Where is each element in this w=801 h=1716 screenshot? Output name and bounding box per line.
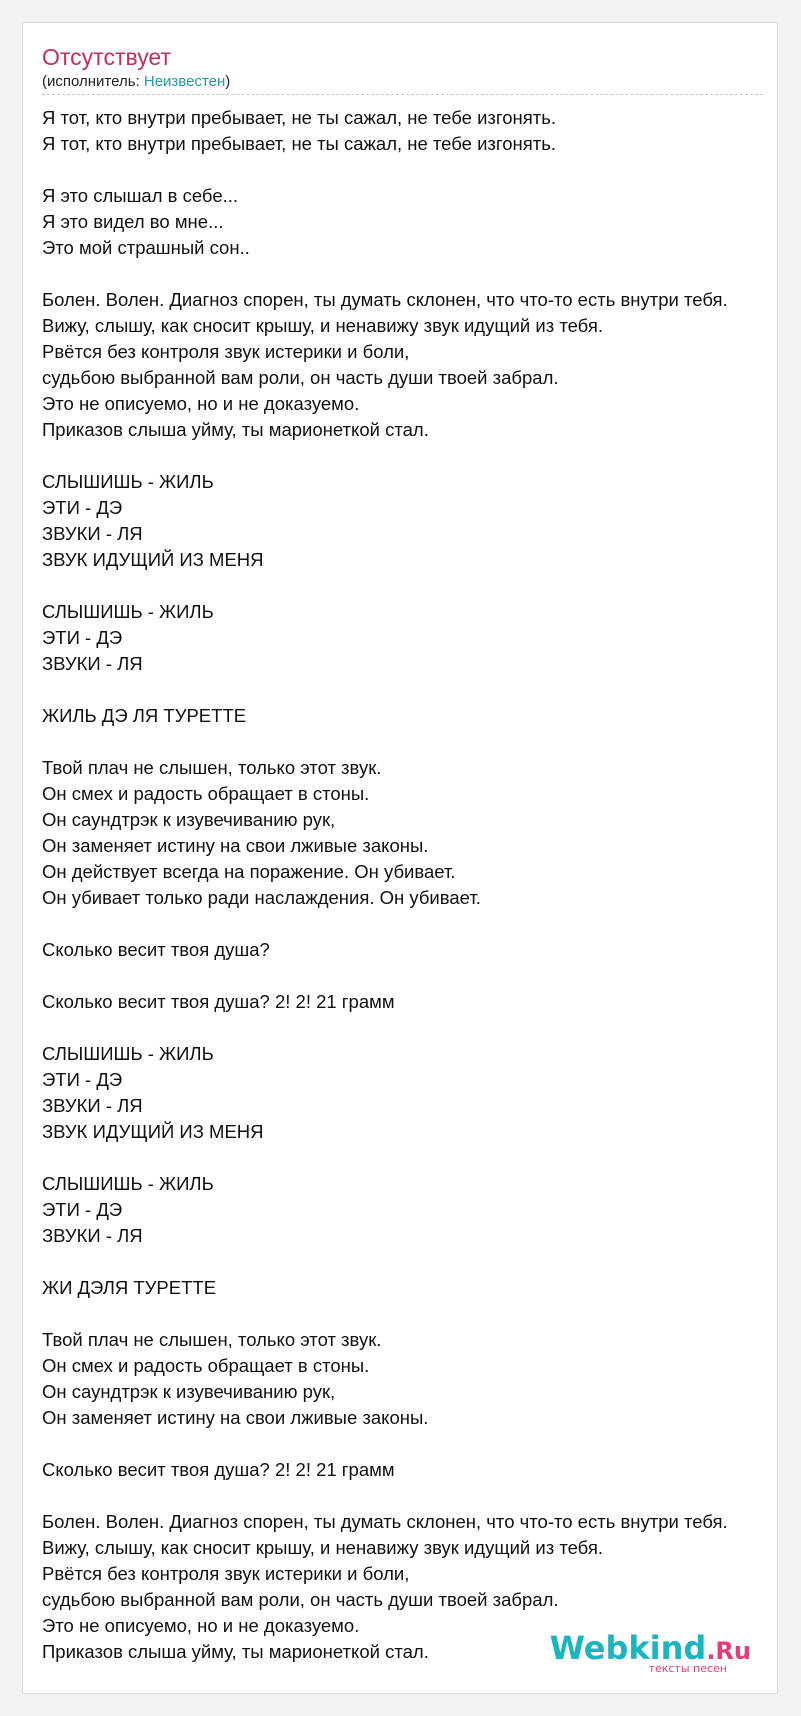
lyrics-text <box>42 105 778 1665</box>
lyric-line <box>42 911 778 937</box>
lyric-line: Болен. Волен. Диагноз спорен, ты думать склонен, что что-то есть внутри тебя. <box>42 289 728 310</box>
lyric-line <box>42 1145 778 1171</box>
lyric-line: Твой плач не слышен, только этот звук. <box>42 1329 382 1350</box>
lyric-line: Он заменяет истину на свои лживые законы. <box>42 1407 429 1428</box>
lyric-line: Он смех и радость обращает в стоны. <box>42 1355 370 1376</box>
lyric-line: Вижу, слышу, как сносит крышу, и ненавижу звук идущий из тебя. <box>42 315 604 336</box>
lyric-line <box>42 1483 778 1509</box>
lyric-line: Сколько весит твоя душа? <box>42 939 270 960</box>
lyric-line: ЖИЛЬ ДЭ ЛЯ ТУРЕТТЕ <box>42 705 247 726</box>
lyric-line: Он заменяет истину на свои лживые законы. <box>42 835 429 856</box>
lyric-line: Сколько весит твоя душа? 2! 2! 21 грамм <box>42 1459 395 1480</box>
lyric-line: Я тот, кто внутри пребывает, не ты сажал, не тебе изгонять. <box>42 133 557 154</box>
lyric-line: Рвётся без контроля звук истерики и боли, <box>42 1563 410 1584</box>
lyric-line: СЛЫШИШЬ - ЖИЛЬ <box>42 1173 214 1194</box>
lyric-line: Я это слышал в себе... <box>42 185 239 206</box>
lyric-line: Он убивает только ради наслаждения. Он убивает. <box>42 887 481 908</box>
lyric-line: Приказов слыша уйму, ты марионеткой стал. <box>42 1641 429 1662</box>
lyric-line: ЭТИ - ДЭ <box>42 497 123 518</box>
lyric-line: ЭТИ - ДЭ <box>42 1199 123 1220</box>
lyric-line <box>42 1431 778 1457</box>
lyric-line: ЗВУКИ - ЛЯ <box>42 523 143 544</box>
lyric-line <box>42 573 778 599</box>
lyric-line: ЭТИ - ДЭ <box>42 1069 123 1090</box>
lyric-line: СЛЫШИШЬ - ЖИЛЬ <box>42 601 214 622</box>
lyric-line: Твой плач не слышен, только этот звук. <box>42 757 382 778</box>
song-title: Отсутствует <box>42 44 171 70</box>
lyric-line: судьбою выбранной вам роли, он часть души твоей забрал. <box>42 367 559 388</box>
lyric-line <box>42 261 778 287</box>
logo-suffix: .Ru <box>706 1637 751 1665</box>
lyric-line: Приказов слыша уйму, ты марионеткой стал. <box>42 419 429 440</box>
lyric-line: Он действует всегда на поражение. Он убивает. <box>42 861 456 882</box>
lyric-line <box>42 1015 778 1041</box>
lyric-line <box>42 157 778 183</box>
lyric-line <box>42 677 778 703</box>
artist-line <box>42 73 230 91</box>
lyric-line: Я тот, кто внутри пребывает, не ты сажал, не тебе изгонять. <box>42 107 557 128</box>
artist-link[interactable]: Неизвестен <box>143 73 226 90</box>
lyric-line: ЗВУК ИДУЩИЙ ИЗ МЕНЯ <box>42 1121 264 1142</box>
artist-prefix: (исполнитель: <box>42 73 144 90</box>
lyric-line: Это мой страшный сон.. <box>42 237 250 258</box>
lyrics-card <box>22 22 778 1694</box>
lyric-line: ЭТИ - ДЭ <box>42 627 123 648</box>
lyric-line: ЖИ ДЭЛЯ ТУРЕТТЕ <box>42 1277 217 1298</box>
lyric-line: ЗВУКИ - ЛЯ <box>42 1225 143 1246</box>
lyric-line: Это не описуемо, но и не доказуемо. <box>42 393 360 414</box>
artist-suffix: ) <box>225 73 231 90</box>
lyric-line <box>42 729 778 755</box>
lyric-line: ЗВУКИ - ЛЯ <box>42 653 143 674</box>
lyric-line: Вижу, слышу, как сносит крышу, и ненавижу звук идущий из тебя. <box>42 1537 604 1558</box>
lyric-line: Рвётся без контроля звук истерики и боли, <box>42 341 410 362</box>
header-divider <box>42 94 763 95</box>
lyric-line <box>42 1301 778 1327</box>
lyric-line <box>42 443 778 469</box>
lyric-line: Я это видел во мне... <box>42 211 224 232</box>
lyric-line: ЗВУКИ - ЛЯ <box>42 1095 143 1116</box>
logo-main: Webkind <box>549 1629 707 1667</box>
lyric-line: Он саундтрэк к изувечиванию рук, <box>42 809 336 830</box>
lyric-line: Он смех и радость обращает в стоны. <box>42 783 370 804</box>
lyric-line: СЛЫШИШЬ - ЖИЛЬ <box>42 1043 214 1064</box>
lyric-line: Он саундтрэк к изувечиванию рук, <box>42 1381 336 1402</box>
lyric-line: СЛЫШИШЬ - ЖИЛЬ <box>42 471 214 492</box>
lyric-line <box>42 963 778 989</box>
lyric-line: Болен. Волен. Диагноз спорен, ты думать склонен, что что-то есть внутри тебя. <box>42 1511 728 1532</box>
lyric-line: Это не описуемо, но и не доказуемо. <box>42 1615 360 1636</box>
lyric-line <box>42 1249 778 1275</box>
logo-tagline: тексты песен <box>648 1662 727 1675</box>
lyric-line: Сколько весит твоя душа? 2! 2! 21 грамм <box>42 991 395 1012</box>
lyric-line: судьбою выбранной вам роли, он часть души твоей забрал. <box>42 1589 559 1610</box>
lyric-line: ЗВУК ИДУЩИЙ ИЗ МЕНЯ <box>42 549 264 570</box>
